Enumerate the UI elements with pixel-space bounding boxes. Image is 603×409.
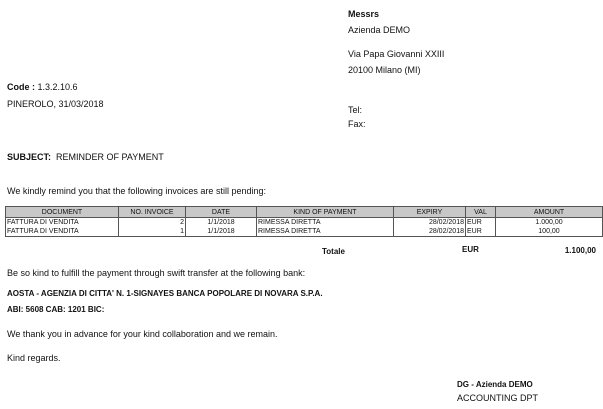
recipient-city: 20100 Milano (MI)	[348, 65, 421, 75]
cell-expiry: 28/02/2018	[394, 218, 466, 228]
cell-kind-of-payment: RIMESSA DIRETTA	[257, 227, 394, 237]
table-row	[6, 227, 603, 237]
cell-amount: 1.000,00	[496, 218, 603, 228]
col-header-expiry: EXPIRY	[394, 207, 466, 218]
thanks-text: We thank you in advance for your kind collaboration and we remain.	[7, 329, 278, 339]
bank-name: AOSTA - AGENZIA DI CITTA' N. 1-SIGNAYES BANCA POPOLARE DI NOVARA S.P.A.	[7, 289, 323, 298]
total-label: Totale	[322, 247, 345, 256]
cell-expiry: 28/02/2018	[394, 227, 466, 237]
col-header-kind-of-payment: KIND OF PAYMENT	[257, 207, 394, 218]
total-currency: EUR	[462, 245, 479, 254]
col-header-document: DOCUMENT	[6, 207, 119, 218]
code-label: Code :	[7, 82, 38, 92]
bank-codes: ABI: 5608 CAB: 1201 BIC:	[7, 305, 105, 314]
invoice-table	[5, 206, 603, 237]
recipient-tel-label: Tel:	[348, 105, 363, 115]
recipient-company: Azienda DEMO	[348, 25, 411, 35]
recipient-street: Via Papa Giovanni XXIII	[348, 49, 445, 59]
cell-date: 1/1/2018	[186, 218, 257, 228]
cell-invoice-no: 1	[119, 227, 186, 237]
cell-document: FATTURA DI VENDITA	[6, 227, 119, 237]
signature-company: DG - Azienda DEMO	[457, 380, 533, 389]
total-value: 1.100,00	[564, 246, 596, 255]
subject-label: SUBJECT:	[7, 152, 52, 162]
cell-kind-of-payment: RIMESSA DIRETTA	[257, 218, 394, 228]
code-line	[7, 82, 78, 92]
cell-val: EUR	[466, 218, 496, 228]
table-row	[6, 218, 603, 228]
cell-invoice-no: 2	[119, 218, 186, 228]
cell-val: EUR	[466, 227, 496, 237]
col-header-invoice-no: NO. INVOICE	[119, 207, 186, 218]
col-header-val: VAL	[466, 207, 496, 218]
table-header-row	[6, 207, 603, 218]
place-date: PINEROLO, 31/03/2018	[7, 99, 104, 109]
col-header-date: DATE	[186, 207, 257, 218]
signature-department: ACCOUNTING DPT	[457, 393, 538, 403]
code-value: 1.3.2.10.6	[37, 82, 78, 92]
intro-text: We kindly remind you that the following invoices are still pending:	[7, 186, 266, 196]
regards-text: Kind regards.	[7, 353, 61, 363]
recipient-salutation: Messrs	[348, 9, 380, 19]
cell-document: FATTURA DI VENDITA	[6, 218, 119, 228]
subject-value: REMINDER OF PAYMENT	[56, 152, 164, 162]
col-header-amount: AMOUNT	[496, 207, 603, 218]
cell-amount: 100,00	[496, 227, 603, 237]
bank-intro-text: Be so kind to fulfill the payment through swift transfer at the following bank:	[7, 268, 306, 278]
subject-line	[7, 152, 164, 162]
recipient-fax-label: Fax:	[348, 119, 366, 129]
cell-date: 1/1/2018	[186, 227, 257, 237]
